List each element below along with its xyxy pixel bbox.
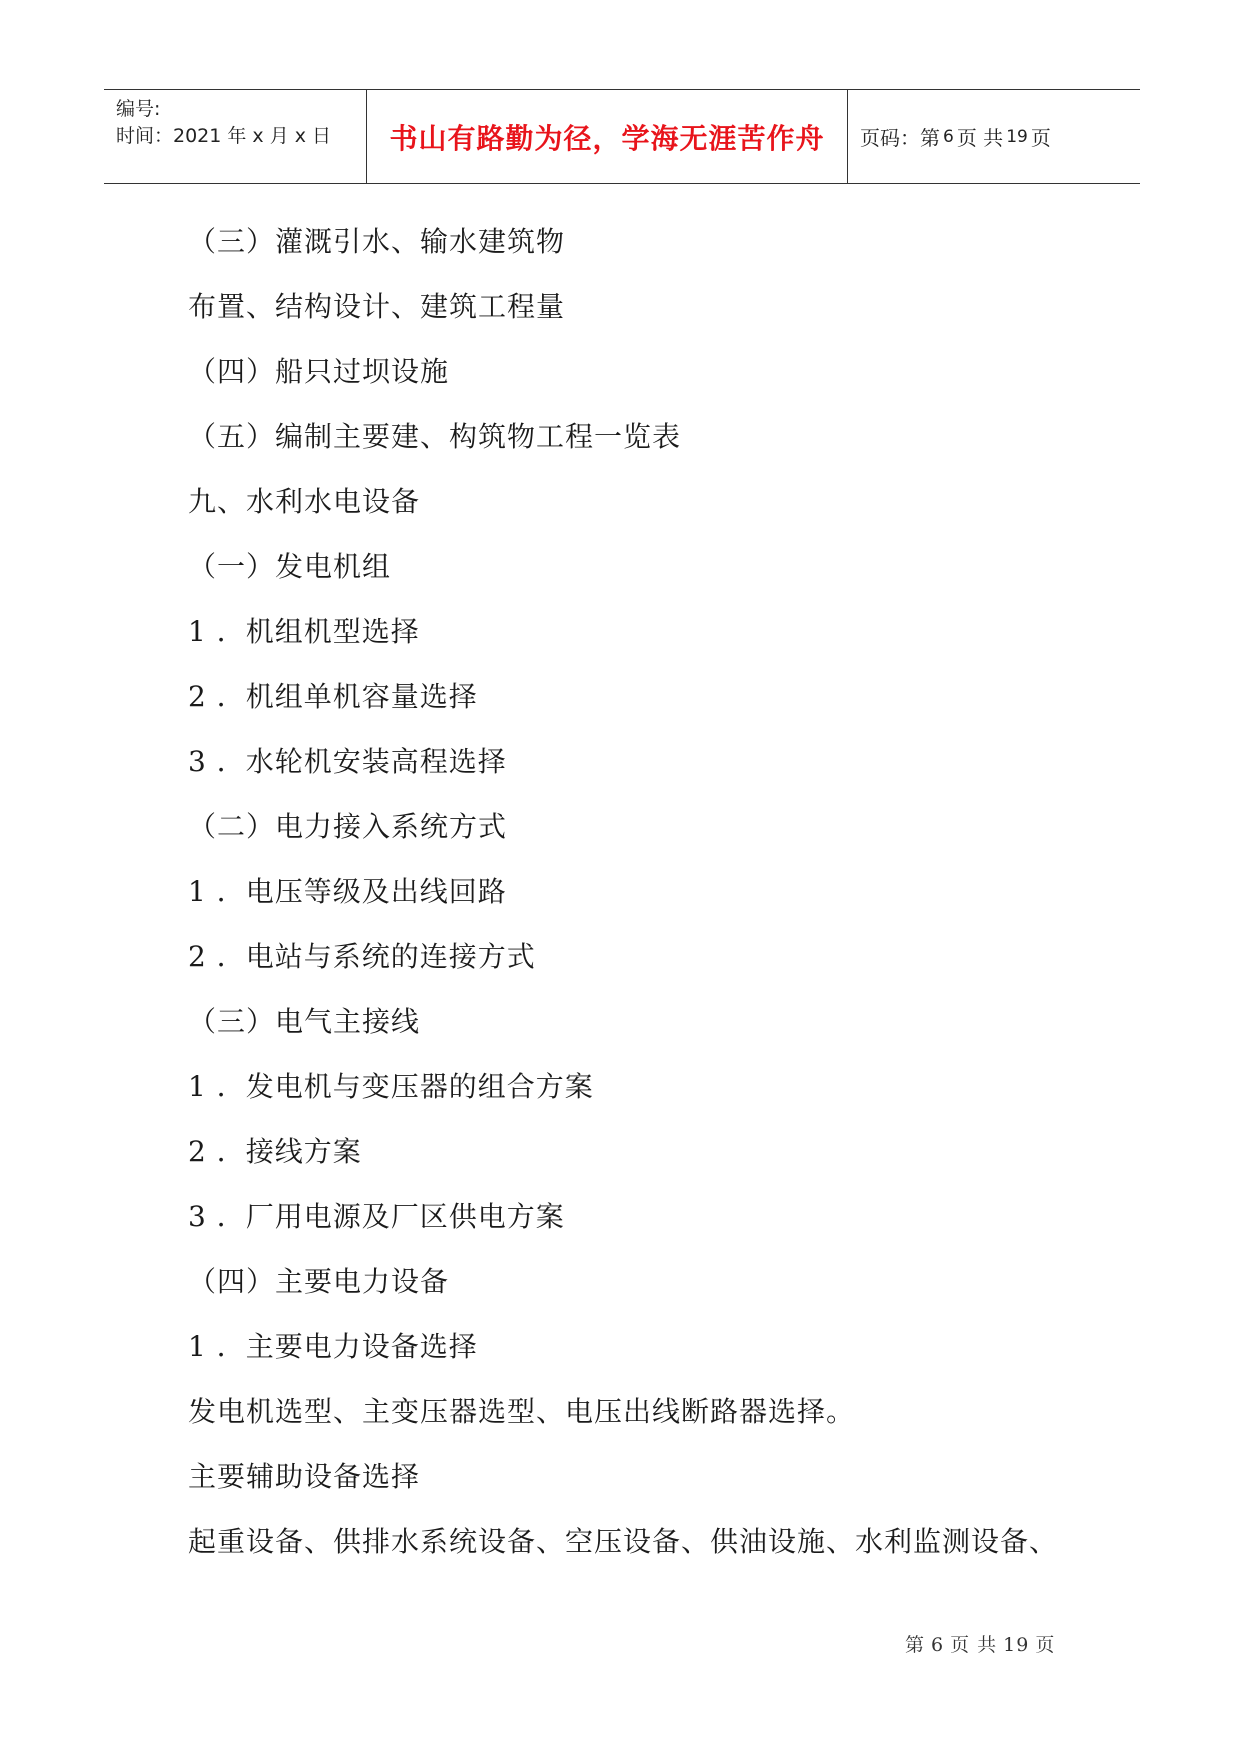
header-page-middle: 页 共 — [956, 126, 1004, 150]
body-line: 2 ．接线方案 — [188, 1135, 362, 1168]
body-line: （三）电气主接线 — [188, 1005, 421, 1038]
footer-suffix: 页 — [1035, 1634, 1056, 1656]
body-line: 3 ．厂用电源及厂区供电方案 — [188, 1200, 565, 1233]
document-time-label: 时间：2021 年 x 月 x 日 — [116, 125, 332, 147]
body-line: 起重设备、供排水系统设备、空压设备、供油设施、水利监测设备、 — [188, 1525, 1059, 1558]
body-line: 1 ．电压等级及出线回路 — [188, 875, 507, 908]
body-line: 布置、结构设计、建筑工程量 — [188, 290, 566, 323]
header-page-total: 19 — [1006, 126, 1028, 147]
body-line: 2 ．机组单机容量选择 — [188, 680, 478, 713]
header-motto-cell — [367, 90, 848, 183]
header-page-suffix: 页 — [1030, 126, 1051, 150]
footer-middle: 页 共 — [950, 1634, 998, 1656]
body-line: 2 ．电站与系统的连接方式 — [188, 940, 536, 973]
body-line: （四）船只过坝设施 — [188, 355, 450, 388]
body-line: 1 ．主要电力设备选择 — [188, 1330, 478, 1363]
body-line: （三）灌溉引水、输水建筑物 — [188, 225, 566, 258]
body-line: （五）编制主要建、构筑物工程一览表 — [188, 420, 682, 453]
header-page-prefix: 页码：第 — [860, 126, 940, 150]
header-page-info — [860, 90, 1140, 183]
document-number-label: 编号: — [116, 98, 161, 120]
header-meta — [104, 90, 367, 183]
body-line: （四）主要电力设备 — [188, 1265, 450, 1298]
header-motto: 书山有路勤为径，学海无涯苦作舟 — [389, 121, 825, 155]
page-header — [104, 89, 1140, 184]
footer-page-current: 6 — [931, 1634, 945, 1656]
footer-prefix: 第 — [905, 1634, 926, 1656]
body-line: （一）发电机组 — [188, 550, 392, 583]
body-line: （二）电力接入系统方式 — [188, 810, 508, 843]
header-page-current: 6 — [943, 126, 954, 147]
body-line: 1 ．发电机与变压器的组合方案 — [188, 1070, 594, 1103]
footer-page-total: 19 — [1003, 1634, 1030, 1656]
body-line: 3 ．水轮机安装高程选择 — [188, 745, 507, 778]
body-line: 主要辅助设备选择 — [188, 1460, 421, 1493]
body-line: 1 ．机组机型选择 — [188, 615, 420, 648]
page-footer — [905, 1630, 1061, 1657]
body-line: 发电机选型、主变压器选型、电压出线断路器选择。 — [188, 1395, 856, 1428]
body-line: 九、水利水电设备 — [188, 485, 421, 518]
